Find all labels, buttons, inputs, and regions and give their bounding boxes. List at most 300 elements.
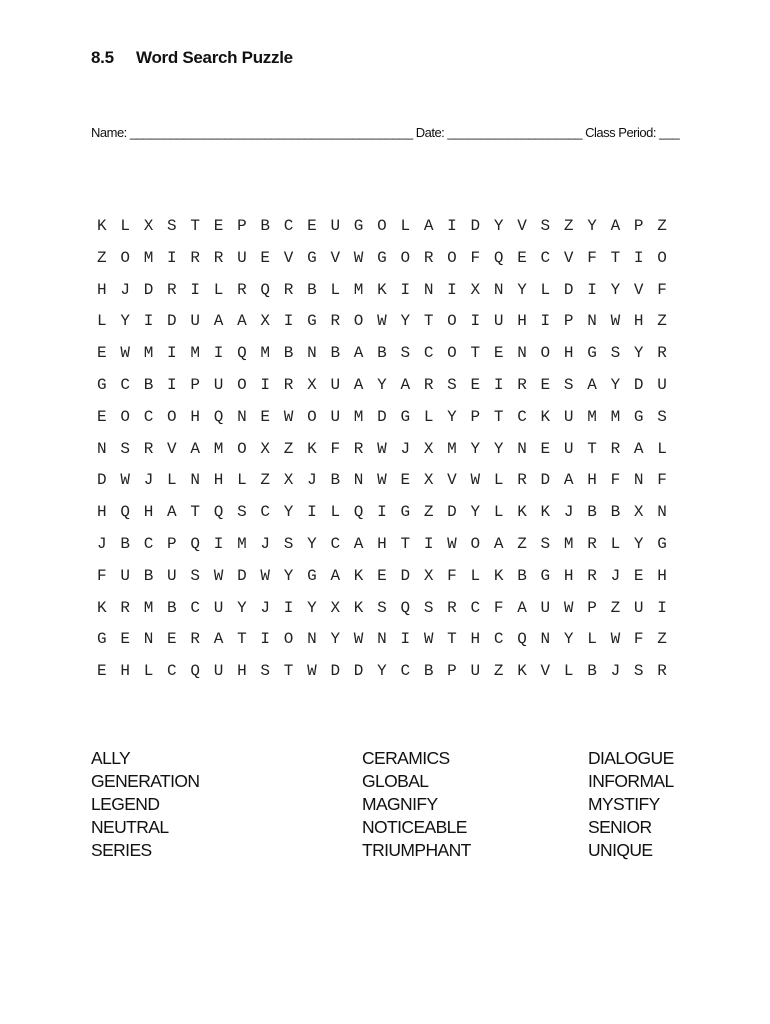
grid-letter: J (97, 534, 107, 553)
grid-letter: B (283, 344, 294, 363)
grid-letter: G (540, 566, 551, 585)
grid-letter: E (540, 375, 551, 394)
grid-letter: W (353, 248, 364, 267)
grid-letter: R (167, 280, 177, 299)
grid-letter: O (353, 312, 364, 331)
grid-letter: K (353, 566, 364, 585)
grid-letter: S (400, 344, 411, 363)
grid-letter: N (377, 630, 387, 649)
grid-letter: L (610, 534, 621, 553)
grid-letter: C (120, 375, 130, 394)
grid-letter: I (400, 630, 411, 649)
grid-letter: O (540, 344, 551, 363)
grid-letter: R (517, 471, 527, 490)
grid-letter: U (657, 375, 667, 394)
grid-letter: R (587, 534, 597, 553)
grid-letter: S (563, 375, 574, 394)
grid-letter: U (563, 407, 574, 426)
grid-letter: U (330, 375, 341, 394)
grid-letter: G (657, 534, 667, 553)
grid-letter: Z (493, 662, 504, 681)
grid-letter: D (633, 375, 644, 394)
grid-letter: A (213, 630, 224, 649)
grid-letter: F (657, 471, 667, 490)
grid-letter: V (447, 471, 457, 490)
grid-letter: L (587, 630, 597, 649)
grid-letter: E (167, 630, 177, 649)
grid-letter: L (143, 662, 154, 681)
grid-letter: Q (493, 248, 504, 267)
word-list-item: SENIOR (588, 817, 652, 837)
grid-letter: K (97, 598, 107, 617)
grid-letter: D (470, 217, 481, 235)
grid-letter: O (307, 407, 317, 426)
grid-letter: G (307, 312, 317, 331)
grid-letter: J (120, 280, 130, 299)
grid-letter: N (493, 280, 504, 299)
grid-letter: Z (97, 248, 107, 267)
grid-letter: N (143, 630, 154, 649)
grid-letter: G (97, 630, 107, 649)
grid-letter: I (633, 248, 644, 267)
word-list-item: ALLY (91, 748, 131, 768)
grid-letter: G (353, 217, 364, 235)
grid-letter: U (470, 662, 481, 681)
grid-letter: S (237, 503, 247, 522)
grid-letter: A (563, 471, 574, 490)
grid-letter: O (283, 630, 294, 649)
grid-letter: O (400, 248, 411, 267)
grid-letter: M (143, 344, 154, 363)
grid-letter: K (97, 217, 107, 235)
grid-letter: G (587, 344, 597, 363)
grid-letter: I (657, 598, 667, 617)
grid-letter: V (633, 280, 644, 299)
grid-letter: K (353, 598, 364, 617)
word-list-item: NEUTRAL (91, 817, 169, 837)
grid-letter: L (167, 471, 177, 490)
grid-letter: C (330, 534, 341, 553)
grid-letter: Y (237, 598, 247, 617)
grid-letter: J (563, 503, 574, 522)
grid-letter: Y (470, 503, 481, 522)
grid-letter: P (563, 312, 574, 331)
grid-letter: S (610, 344, 621, 363)
grid-letter: U (563, 439, 574, 458)
grid-letter: I (260, 375, 271, 394)
grid-letter: D (377, 407, 387, 426)
grid-letter: U (167, 566, 177, 585)
grid-letter: W (120, 471, 130, 490)
grid-letter: M (143, 598, 154, 617)
grid-letter: C (400, 662, 411, 681)
grid-letter: K (540, 407, 551, 426)
grid-letter: L (120, 217, 130, 235)
grid-letter: B (143, 375, 154, 394)
grid-letter: H (563, 566, 574, 585)
grid-letter: D (167, 312, 177, 331)
grid-letter: J (260, 598, 271, 617)
grid-letter: I (423, 534, 434, 553)
grid-letter: L (563, 662, 574, 681)
grid-letter: H (190, 407, 200, 426)
grid-letter: I (167, 248, 177, 267)
grid-letter: G (97, 375, 107, 394)
grid-letter: J (307, 471, 317, 490)
grid-letter: G (633, 407, 644, 426)
grid-letter: Y (330, 630, 341, 649)
grid-letter: N (97, 439, 107, 458)
grid-letter: A (353, 344, 364, 363)
grid-letter: Q (400, 598, 411, 617)
grid-letter: Z (563, 217, 574, 235)
grid-letter: R (283, 280, 294, 299)
grid-letter: N (517, 439, 527, 458)
word-list-column-2 (362, 747, 471, 862)
grid-letter: O (237, 439, 247, 458)
grid-letter: M (260, 344, 271, 363)
grid-letter: X (143, 217, 154, 235)
grid-letter: O (447, 312, 457, 331)
grid-letter: S (167, 217, 177, 235)
grid-letter: Y (447, 407, 457, 426)
grid-letter: C (540, 248, 551, 267)
grid-letter: O (447, 344, 457, 363)
grid-letter: Y (633, 534, 644, 553)
grid-letter: B (587, 503, 597, 522)
grid-letter: W (353, 630, 364, 649)
grid-letter: P (237, 217, 247, 235)
grid-letter: O (237, 375, 247, 394)
grid-letter: R (143, 439, 154, 458)
grid-letter: V (283, 248, 294, 267)
grid-letter: U (330, 407, 341, 426)
grid-letter: C (190, 598, 200, 617)
grid-letter: B (143, 566, 154, 585)
grid-letter: U (633, 598, 644, 617)
grid-letter: P (587, 598, 597, 617)
grid-letter: Y (587, 217, 597, 235)
grid-letter: O (120, 248, 130, 267)
grid-letter: Q (353, 503, 364, 522)
grid-letter: W (120, 344, 130, 363)
name-field: __________________________________________ (129, 125, 413, 140)
grid-letter: R (657, 662, 667, 681)
grid-letter: T (423, 312, 434, 331)
grid-letter: T (400, 534, 411, 553)
grid-letter: O (377, 217, 387, 235)
grid-letter: Z (657, 217, 667, 235)
grid-letter: C (283, 217, 294, 235)
grid-letter: V (330, 248, 341, 267)
grid-letter: C (143, 407, 154, 426)
grid-letter: B (330, 471, 341, 490)
grid-letter: Y (377, 662, 387, 681)
grid-letter: L (330, 503, 341, 522)
word-list-item: CERAMICS (362, 748, 450, 768)
grid-letter: P (470, 407, 481, 426)
grid-letter: I (260, 630, 271, 649)
grid-letter: C (260, 503, 271, 522)
grid-letter: R (657, 344, 667, 363)
grid-letter: R (610, 439, 621, 458)
grid-letter: L (400, 217, 411, 235)
grid-letter: E (120, 630, 130, 649)
grid-letter: U (120, 566, 130, 585)
grid-letter: C (470, 598, 481, 617)
grid-letter: E (540, 439, 551, 458)
grid-letter: J (260, 534, 271, 553)
grid-letter: A (213, 312, 224, 331)
grid-letter: N (353, 471, 364, 490)
grid-letter: H (517, 312, 527, 331)
grid-letter: R (353, 439, 364, 458)
grid-letter: U (540, 598, 551, 617)
section-number: 8.5 (91, 48, 114, 67)
grid-letter: M (143, 248, 154, 267)
grid-letter: S (190, 566, 200, 585)
grid-letter: N (540, 630, 551, 649)
letter-grid (97, 216, 681, 693)
grid-letter: A (353, 534, 364, 553)
word-list-item: GLOBAL (362, 771, 429, 791)
grid-letter: S (120, 439, 130, 458)
grid-letter: R (213, 248, 224, 267)
word-list-item: TRIUMPHANT (362, 840, 471, 860)
grid-letter: Z (283, 439, 294, 458)
grid-letter: U (213, 375, 224, 394)
grid-letter: I (167, 375, 177, 394)
grid-letter: D (447, 503, 457, 522)
grid-row (97, 280, 681, 312)
grid-letter: V (517, 217, 527, 235)
grid-letter: Y (377, 375, 387, 394)
grid-letter: Y (120, 312, 130, 331)
grid-letter: Z (657, 630, 667, 649)
grid-letter: X (470, 280, 481, 299)
grid-letter: H (633, 312, 644, 331)
grid-letter: A (517, 598, 527, 617)
grid-letter: A (587, 375, 597, 394)
grid-letter: K (493, 566, 504, 585)
grid-letter: H (97, 280, 107, 299)
grid-letter: I (447, 280, 457, 299)
word-list-item: SERIES (91, 840, 152, 860)
grid-letter: M (237, 534, 247, 553)
grid-letter: M (610, 407, 621, 426)
grid-letter: N (307, 344, 317, 363)
grid-row (97, 566, 681, 598)
grid-letter: E (97, 407, 107, 426)
student-info-fields (91, 125, 679, 140)
word-list-column-1 (91, 747, 199, 862)
grid-letter: T (447, 630, 457, 649)
grid-letter: A (330, 566, 341, 585)
word-list-item: MAGNIFY (362, 794, 438, 814)
grid-letter: G (307, 566, 317, 585)
grid-letter: Q (260, 280, 271, 299)
word-list-item: DIALOGUE (588, 748, 674, 768)
grid-letter: B (587, 662, 597, 681)
puzzle-title: Word Search Puzzle (136, 48, 293, 67)
grid-letter: R (587, 566, 597, 585)
grid-letter: N (190, 471, 200, 490)
grid-letter: E (260, 248, 271, 267)
grid-letter: G (307, 248, 317, 267)
grid-letter: D (330, 662, 341, 681)
grid-letter: Y (610, 375, 621, 394)
grid-letter: X (330, 598, 341, 617)
grid-row (97, 502, 681, 534)
grid-row (97, 216, 681, 248)
grid-letter: R (447, 598, 457, 617)
grid-letter: R (423, 248, 434, 267)
grid-letter: X (307, 375, 317, 394)
grid-row (97, 661, 681, 693)
grid-row (97, 248, 681, 280)
grid-letter: E (307, 217, 317, 235)
grid-letter: T (283, 662, 294, 681)
grid-letter: Y (470, 439, 481, 458)
grid-letter: F (657, 280, 667, 299)
grid-letter: H (563, 344, 574, 363)
grid-letter: N (423, 280, 434, 299)
grid-letter: Z (657, 312, 667, 331)
grid-letter: J (610, 566, 621, 585)
grid-letter: H (377, 534, 387, 553)
grid-letter: W (423, 630, 434, 649)
grid-letter: W (610, 630, 621, 649)
grid-letter: A (400, 375, 411, 394)
grid-letter: M (353, 407, 364, 426)
grid-letter: I (447, 217, 457, 235)
grid-letter: F (470, 248, 481, 267)
grid-letter: N (633, 471, 644, 490)
grid-letter: X (633, 503, 644, 522)
grid-letter: W (377, 312, 387, 331)
grid-letter: S (540, 217, 551, 235)
grid-letter: E (517, 248, 527, 267)
grid-letter: Q (120, 503, 130, 522)
grid-letter: N (517, 344, 527, 363)
grid-letter: T (237, 630, 247, 649)
word-list-column-3 (588, 747, 674, 862)
grid-letter: D (400, 566, 411, 585)
grid-letter: Y (307, 598, 317, 617)
grid-letter: S (260, 662, 271, 681)
word-list-item: INFORMAL (588, 771, 674, 791)
grid-letter: L (213, 280, 224, 299)
grid-letter: L (493, 471, 504, 490)
grid-letter: R (190, 630, 200, 649)
grid-letter: I (167, 344, 177, 363)
grid-letter: I (400, 280, 411, 299)
grid-letter: L (470, 566, 481, 585)
grid-letter: I (283, 598, 294, 617)
grid-letter: F (97, 566, 107, 585)
grid-letter: Y (283, 566, 294, 585)
grid-letter: L (423, 407, 434, 426)
grid-row (97, 534, 681, 566)
grid-letter: I (213, 344, 224, 363)
grid-letter: B (610, 503, 621, 522)
grid-letter: E (470, 375, 481, 394)
grid-letter: K (517, 503, 527, 522)
grid-letter: I (470, 312, 481, 331)
grid-letter: Q (213, 407, 224, 426)
grid-letter: E (260, 407, 271, 426)
grid-letter: F (447, 566, 457, 585)
grid-letter: I (493, 375, 504, 394)
page-title (91, 48, 293, 68)
grid-letter: M (213, 439, 224, 458)
grid-letter: O (470, 534, 481, 553)
grid-letter: U (213, 598, 224, 617)
grid-letter: W (377, 471, 387, 490)
word-list-item: GENERATION (91, 771, 200, 791)
grid-letter: G (400, 407, 411, 426)
word-list-item: MYSTIFY (588, 794, 660, 814)
grid-letter: P (447, 662, 457, 681)
grid-letter: S (633, 662, 644, 681)
grid-letter: H (587, 471, 597, 490)
grid-letter: J (143, 471, 154, 490)
grid-row (97, 439, 681, 471)
grid-letter: W (563, 598, 574, 617)
grid-letter: A (237, 312, 247, 331)
grid-letter: C (423, 344, 434, 363)
word-list-item: LEGEND (91, 794, 160, 814)
grid-letter: L (97, 312, 107, 331)
grid-letter: N (307, 630, 317, 649)
grid-row (97, 629, 681, 661)
grid-letter: P (190, 375, 200, 394)
grid-letter: O (657, 248, 667, 267)
grid-letter: S (447, 375, 457, 394)
grid-letter: X (423, 566, 434, 585)
grid-letter: V (167, 439, 177, 458)
grid-letter: Y (563, 630, 574, 649)
grid-letter: A (190, 439, 200, 458)
grid-letter: Y (493, 217, 504, 235)
grid-letter: D (237, 566, 247, 585)
grid-letter: W (283, 407, 294, 426)
grid-letter: D (540, 471, 551, 490)
grid-letter: S (657, 407, 667, 426)
grid-letter: C (167, 662, 177, 681)
grid-letter: E (213, 217, 224, 235)
date-label: Date: (415, 125, 445, 140)
grid-letter: L (493, 503, 504, 522)
grid-letter: X (423, 439, 434, 458)
grid-letter: F (610, 471, 621, 490)
grid-letter: K (307, 439, 317, 458)
grid-letter: R (190, 248, 200, 267)
name-label: Name: (91, 125, 127, 140)
class-period-field: ___ (659, 125, 680, 140)
grid-letter: C (493, 630, 504, 649)
grid-letter: W (307, 662, 317, 681)
grid-letter: H (213, 471, 224, 490)
grid-letter: S (283, 534, 294, 553)
grid-letter: U (330, 217, 341, 235)
grid-letter: R (120, 598, 130, 617)
grid-letter: B (307, 280, 317, 299)
grid-letter: G (400, 503, 411, 522)
grid-letter: B (517, 566, 527, 585)
grid-row (97, 470, 681, 502)
grid-letter: Z (423, 503, 434, 522)
